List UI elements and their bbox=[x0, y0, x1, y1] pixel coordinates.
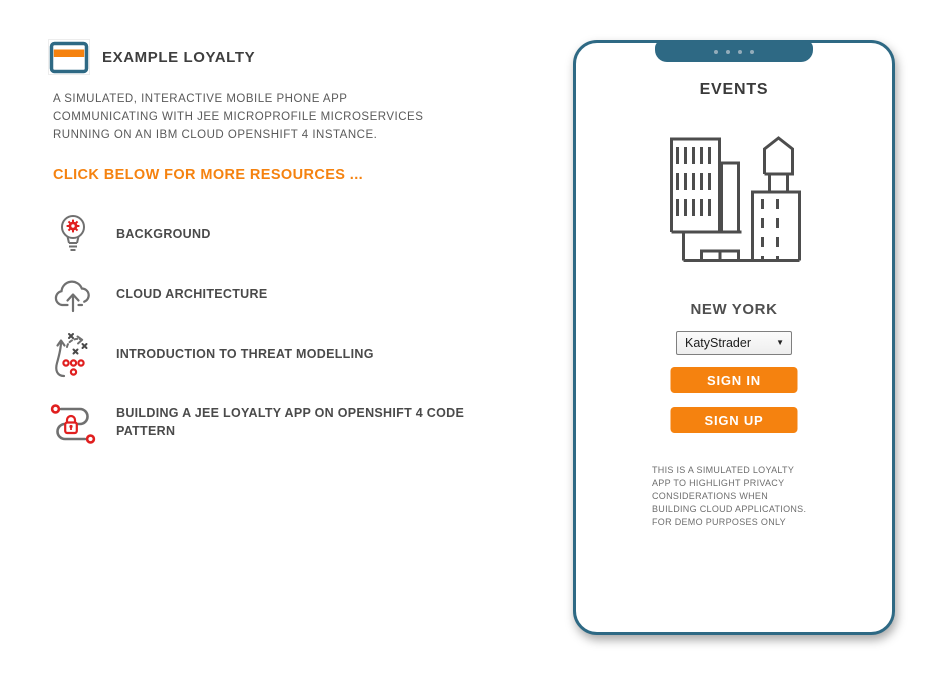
resource-item-code-pattern[interactable] bbox=[48, 398, 468, 446]
cloud-upload-icon bbox=[48, 275, 98, 313]
disclaimer-text bbox=[652, 464, 816, 529]
screen-title: EVENTS bbox=[699, 81, 769, 98]
loyalty-card-icon bbox=[48, 39, 90, 75]
phone-mockup bbox=[573, 40, 895, 635]
resource-list bbox=[48, 210, 468, 446]
disclaimer-line: FOR DEMO PURPOSES ONLY bbox=[652, 517, 786, 527]
disclaimer-line: APP TO HIGHLIGHT PRIVACY bbox=[652, 478, 785, 488]
resource-item-threat-modelling[interactable] bbox=[48, 330, 468, 378]
resource-label: BUILDING A JEE LOYALTY APP ON OPENSHIFT 4 CODE PATTERN bbox=[116, 406, 465, 438]
resource-label: BACKGROUND bbox=[116, 227, 211, 241]
strategy-play-icon bbox=[48, 330, 98, 378]
resources-link[interactable]: CLICK BELOW FOR MORE RESOURCES ... bbox=[53, 167, 364, 183]
location-title: NEW YORK bbox=[690, 301, 778, 318]
sign-up-button[interactable]: SIGN UP bbox=[671, 407, 798, 433]
notch-dot bbox=[738, 50, 742, 54]
resource-item-background[interactable] bbox=[48, 210, 468, 258]
user-dropdown-value: KatyStrader bbox=[685, 336, 752, 350]
sign-in-button[interactable]: SIGN IN bbox=[671, 367, 798, 393]
disclaimer-line: THIS IS A SIMULATED LOYALTY bbox=[652, 465, 795, 475]
roadmap-lock-icon bbox=[48, 399, 98, 445]
disclaimer-line: BUILDING CLOUD APPLICATIONS. bbox=[652, 504, 807, 514]
chevron-down-icon: ▼ bbox=[776, 338, 784, 347]
user-dropdown[interactable] bbox=[676, 331, 792, 355]
disclaimer-line: CONSIDERATIONS WHEN bbox=[652, 491, 769, 501]
page-title: EXAMPLE LOYALTY bbox=[102, 48, 256, 66]
notch-dot bbox=[726, 50, 730, 54]
lightbulb-gear-icon bbox=[48, 212, 98, 256]
info-panel bbox=[48, 40, 468, 446]
phone-notch bbox=[655, 40, 813, 62]
app-header bbox=[48, 40, 468, 74]
resource-label: CLOUD ARCHITECTURE bbox=[116, 287, 268, 301]
notch-dot bbox=[750, 50, 754, 54]
resource-item-cloud-architecture[interactable] bbox=[48, 270, 468, 318]
app-description: A SIMULATED, INTERACTIVE MOBILE PHONE APP COMMUNICATING WITH JEE MICROPROFILE MICROSERVICES RUNNING ON AN IBM CLOUD OPENSHIFT 4 INSTANCE. bbox=[53, 93, 424, 141]
city-buildings-illustration bbox=[662, 129, 807, 274]
notch-dot bbox=[714, 50, 718, 54]
resource-label: INTRODUCTION TO THREAT MODELLING bbox=[116, 347, 374, 361]
